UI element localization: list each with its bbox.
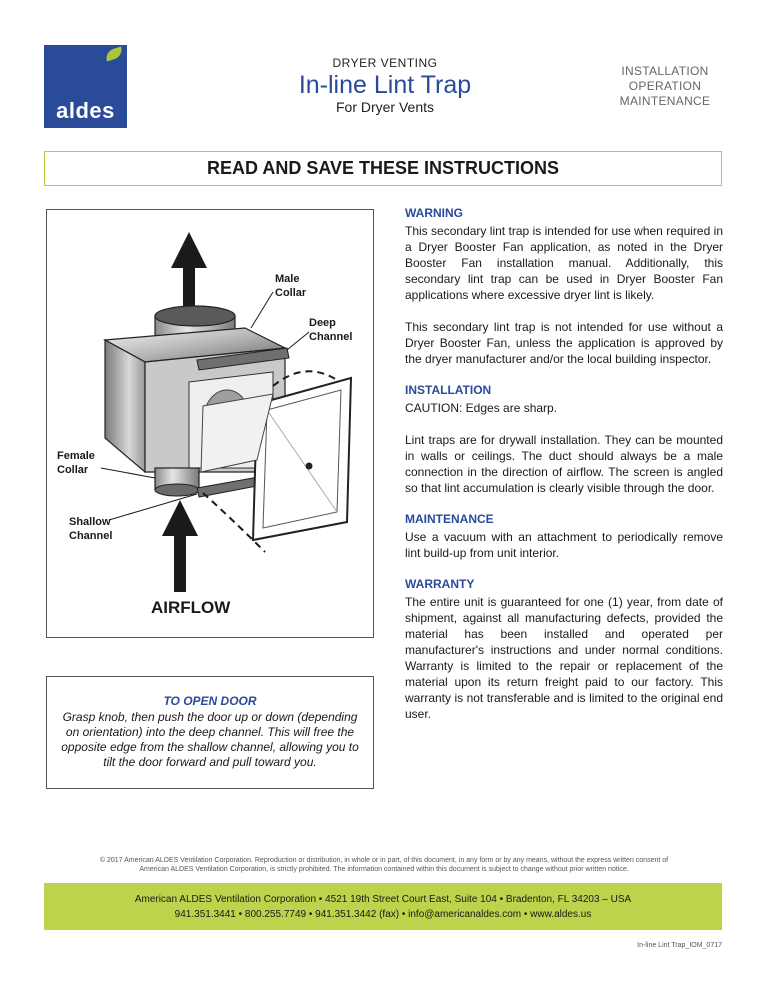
document-code: In-line Lint Trap_IOM_0717 — [637, 942, 722, 949]
document-supertitle: DRYER VENTING — [332, 56, 438, 70]
instructions-column — [405, 206, 723, 722]
copyright-notice: © 2017 American ALDES Ventilation Corporation. Reproduction or distribution, in whole or in part, of this document, in any form or by any means, without the express written consent of American ALDES Ventilation Corporation, is strictly prohibited. The information contained within this document is subject to change without prior written notice. — [99, 857, 669, 873]
aldes-logo — [44, 45, 127, 128]
installation-heading: INSTALLATION — [405, 383, 492, 397]
lint-trap-illustration — [47, 210, 375, 639]
doc-type-line: MAINTENANCE — [619, 94, 711, 108]
warning-paragraph-2: This secondary lint trap is not intended for use without a Dryer Booster Fan, unless the application is approved by the dryer manufacturer and/or the local building inspector. — [405, 320, 723, 366]
up-arrow-bottom — [162, 500, 198, 592]
warranty-heading: WARRANTY — [405, 577, 475, 591]
note-body: Grasp knob, then push the door up or down (depending on orientation) into the deep channel. This will free the opposite edge from the shallow channel, allowing you to tilt the door forward and pull toward you. — [61, 710, 359, 769]
logo-text: aldes — [56, 98, 115, 123]
warning-heading: WARNING — [405, 206, 463, 220]
document-title-block — [250, 56, 520, 115]
lint-trap-figure — [46, 209, 374, 638]
company-address: American ALDES Ventilation Corporation • 4521 19th Street Court East, Suite 104 • Bradenton, FL 34203 – USA — [134, 894, 632, 905]
female-collar-shape — [155, 468, 199, 496]
open-door-note — [46, 676, 374, 789]
doc-type-line: OPERATION — [628, 79, 702, 93]
maintenance-paragraph: Use a vacuum with an attachment to periodically remove lint build-up from unit interior. — [405, 530, 723, 560]
warning-paragraph-1: This secondary lint trap is intended for use when required in a Dryer Booster Fan application, as noted in the Dryer Booster Fan installation manual. Additionally, this secondary lint trap can be used in Dryer Booster Fan applications where excessive dryer lint is likely. — [405, 224, 723, 302]
airflow-label: AIRFLOW — [151, 598, 231, 617]
leaf-icon — [104, 46, 124, 61]
document-title: In-line Lint Trap — [298, 71, 472, 99]
male-collar-label: Male Collar — [275, 273, 307, 299]
document-type-block — [600, 64, 730, 109]
shallow-channel-label: Shallow Channel — [69, 516, 113, 542]
installation-caution: CAUTION: Edges are sharp. — [405, 401, 558, 415]
female-collar-label: Female Collar — [57, 450, 95, 476]
company-contacts: 941.351.3441 • 800.255.7749 • 941.351.3442 (fax) • info@americanaldes.com • www.aldes.us — [174, 909, 592, 920]
maintenance-heading: MAINTENANCE — [405, 512, 494, 526]
instructions-banner: READ AND SAVE THESE INSTRUCTIONS — [44, 151, 722, 186]
deep-channel-label: Deep Channel — [309, 317, 353, 343]
doc-type-line: INSTALLATION — [621, 64, 709, 78]
installation-paragraph: Lint traps are for drywall installation. They can be mounted in walls or ceilings. The duct should always be a male connection in the direction of airflow. The screen is angled so that lint accumulation is clearly visible through the door. — [405, 433, 723, 495]
warranty-paragraph: The entire unit is guaranteed for one (1) year, from date of shipment, against all manufacturing defects, provided the material has been installed and operated per manufacturer's instructions and under normal conditions. Warranty is limited to the repair or replacement of the material upon its return freight paid to our factory. This warranty is not transferable and is limited to the original end user. — [405, 595, 723, 721]
note-title: TO OPEN DOOR — [163, 694, 257, 708]
contact-footer — [44, 883, 722, 930]
document-subtitle: For Dryer Vents — [335, 99, 435, 115]
